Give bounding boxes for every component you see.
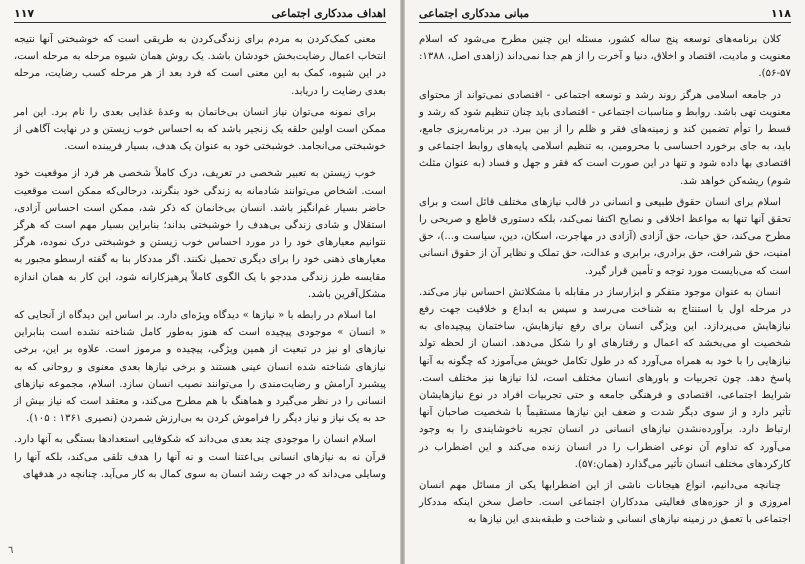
paragraph: اسلام انسان را موجودی چند بعدی می‌داند که شکوفایی استعدادها بستگی به آنها دارد. قرآن نه به نیازهای انسانی بی‌اعتنا است و نه آنها را هدف تلقی می‌کند، بلکه آنها را وسایلی می‌داند که در جهت رشد انسان به سوی کمال به کار می‌آید. چنانچه در هدفهای — [14, 434, 386, 480]
right-page-header — [419, 4, 791, 23]
right-running-head: مبانی مددکاری اجتماعی — [419, 6, 530, 20]
paragraph: خوب زیستن به تعبیر شخصی در تعریف، درک کاملاً شخصی هر فرد از موقعیت خود است. اشخاص می‌توانند شادمانه به زندگی خود بنگرند، درحالی‌که ممکن است موقعیت حاضر بسیار غم‌انگیز باشد. انسان بی‌خانمان که ذکر شد، ممکن است احساس آزادی، استقلال و شادی زندگی بی‌هدف را خوشبختی بداند؛ بنابراین بسیار مهم است که هرگز نتوانیم معیارهای خود را در مورد احساس خوب زیستن و خوشبختی درک نموده، هرگز معیارهای ذهنی خود را برای دیگری تحمیل نکنند. اگر مددکار بنا به گفته ارسطو مجبور به مقایسه طرز زندگی مددجو با یک الگوی کاملاً پرهیزکارانه شود، این کار به همان اندازه مشکل‌آفرین باشد. — [14, 168, 386, 300]
right-page-body — [419, 31, 791, 529]
paragraph: کلان برنامه‌های توسعه پنج ساله کشور، مسئله این چنین مطرح می‌شود که اسلام معنویت و مادیت، اقتصاد و اخلاق، دنیا و آخرت را از هم جدا نمی‌داند (زاهدی اصل، ۱۳۸۸: ۵۷-۵۶). — [418, 34, 791, 80]
margin-mark: ٦ — [8, 545, 14, 556]
left-page-header — [14, 4, 386, 23]
right-page — [405, 0, 805, 564]
right-page-number: ۱۱۸ — [770, 6, 791, 20]
left-page-body — [14, 31, 386, 483]
paragraph: اما اسلام در رابطه با « نیازها » دیدگاه ویژه‌ای دارد. بر اساس این دیدگاه از آنجایی که « انسان » موجودی پیچیده است که هنوز به‌طور کامل شناخته نشده است بنابراین نیازهای او نیز در تبعیت از همین ویژگی، پیچیده و مرموز است. علاوه بر این، برخی نیازهای شناخته شده انسان عینی هستند و برخی نیازها بعدی معنوی و روحانی که به پیشبرد آرامش و رضایت‌مندی را می‌توانند نصیب انسان سازد. اسلام، مجموعه نیازهای انسانی را در نظر می‌گیرد و هماهنگ با هم مطرح می‌کند، و معتقد است که نیاز بیش از حد به یک نیاز و نیاز دیگر را فراموش کردن به بی‌ارزش شمردن (نصیری ۱۳۶۱ : ۱۰۵). — [14, 310, 386, 425]
paragraph: اسلام برای انسان حقوق طبیعی و انسانی در قالب نیازهای مختلف قائل است و برای تحقق آنها تنها به مواعظ اخلاقی و نصایح اکتفا نمی‌کند، بلکه دستوری قاطع و صریحی را مطرح می‌کند، حق حیات، حق آزادی (آزادی در مهاجرت، اسکان، دین، سیاست و...)، حق امنیت، حق شرافت، حق برادری، برابری و عدالت، حق تملک و نظایر آن از حقوق انسانی است که می‌بایست مورد توجه و تأمین قرار گیرد. — [419, 196, 791, 277]
left-page — [0, 0, 400, 564]
left-page-number: ۱۱۷ — [14, 6, 35, 20]
paragraph: معنی کمک‌کردن به مردم برای زندگی‌کردن به طریقی است که خوشبختی آنها نتیجه انتخاب اعمال رضایت‌بخش خودشان باشد. یک روش همان شیوه مرحله به مرحله است، در این شیوه، کمک به این معنی است که فرد بعد از هر مرحله کسب رضایت، مرحله بعدی رضایت را دریابد. — [14, 34, 386, 97]
paragraph: چنانچه می‌دانیم، انواع هیجانات ناشی از این اضطرابها یکی از مسائل مهم انسان امروزی و از حوزه‌های فعالیتی مددکاران اجتماعی است. حاصل سخن اینکه مددکار اجتماعی با تعمق در زمینه نیازهای انسانی و شناخت و طبقه‌بندی این نیازها به — [419, 480, 791, 526]
paragraph: برای نمونه می‌توان نیاز انسان بی‌خانمان به وعدهٔ غذایی بعدی را نام برد. این امر ممکن است اولین حلقه یک زنجیر باشد که به احساس خوب زیستن و در نهایت آگاهی از خوشبختی می‌انجامد. خوشبختی خود به عنوان یک هدف، بسیار فریبنده است. — [14, 106, 386, 153]
paragraph: در جامعه اسلامی هرگز روند رشد و توسعه اجتماعی - اقتصادی نمی‌تواند از محتوای معنویت تهی باشد. روابط و مناسبات اجتماعی - اقتصادی باید چنان تنظیم شود که رشد و قسط را توأم تضمین کند و زمینه‌های فقر و ظلم را از بین ببرد. در برنامه‌ریزی جامع، باید، به جای برخورد احساسی با محرومین، به تنظیم اسلامی پایه‌های روابط اجتماعی و اقتصادی بها داده شود و تنها در این صورت است که فقر و جهل و فساد (به عنوان مثلث شوم) ریشه‌کن خواهد شد. — [419, 89, 791, 187]
left-running-head: اهداف مددکاری اجتماعی — [271, 6, 386, 20]
paragraph: انسان به عنوان موجود متفکر و ابزارساز در مقابله با مشکلاتش احساس نیاز می‌کند. در مرحله اول با استنتاج به شناخت می‌رسد و سپس به ابداع و خلاقیت جهت رفع نیازهایش می‌پردازد. این ویژگی انسان برای رفع نیازهایش، ساختمان پیچیده‌ای به شخصیت او می‌بخشد که اعمال و رفتارهای او را شکل می‌دهد. انسان از لحظه تولد نیازهایی را با خود به همراه می‌آورد که در طول تکامل خویش می‌آموزد که چگونه به آنها پاسخ دهد. چون تجربیات و باورهای انسان مختلف است، لذا نیازها نیز مختلف است. شرایط اجتماعی، اقتصادی و فرهنگی جامعه و حتی تجربیات افراد در نوع نیازهایشان تأثیر دارد و از سوی دیگر شدت و ضعف این نیازها مستقیماً با شخصیت صاحبان آنها ارتباط دارد. برآورده‌نشدن نیازهای انسانی در انسان تجربه ناخوشایندی را به وجود می‌آورد که تداوم آن نوعی اضطراب را در انسان زنده می‌کند و این اضطراب در کارکردهای مختلف انسان تأثیر می‌گذارد (همان:۵۷). — [419, 286, 791, 470]
